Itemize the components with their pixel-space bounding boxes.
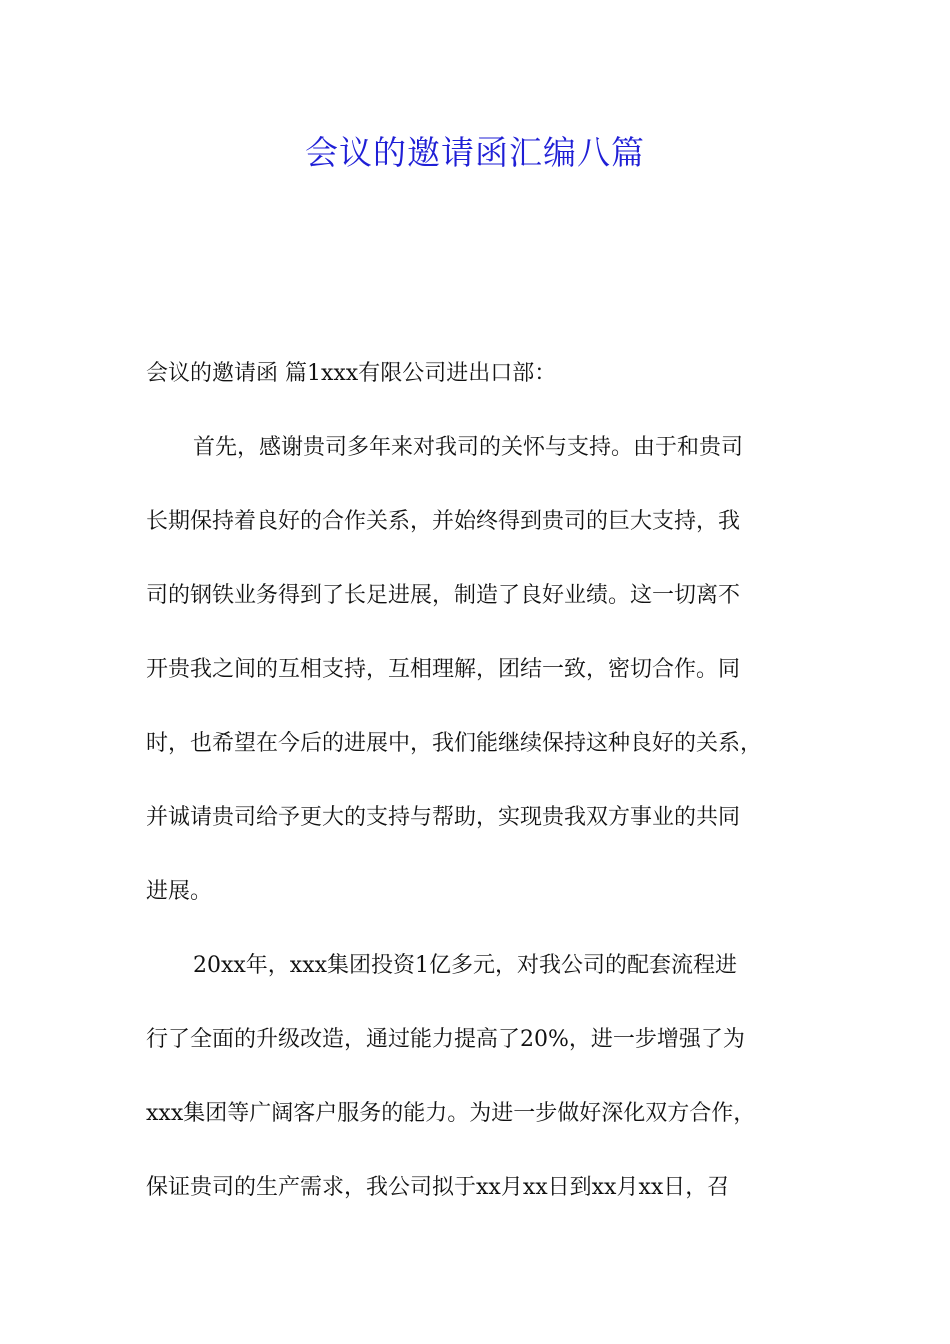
document-body xyxy=(146,337,826,1225)
paragraph-line: 时，也希望在今后的进展中，我们能继续保持这种良好的关系， xyxy=(146,731,763,756)
paragraph-line: 首先，感谢贵司多年来对我司的关怀与支持。由于和贵司 xyxy=(193,435,744,460)
paragraph-line: 并诚请贵司给予更大的支持与帮助，实现贵我双方事业的共同 xyxy=(146,805,741,830)
paragraph-line: 开贵我之间的互相支持，互相理解，团结一致，密切合作。同 xyxy=(146,657,741,682)
paragraph-line: 行了全面的升级改造，通过能力提高了20%，进一步增强了为 xyxy=(146,1027,745,1052)
paragraph-line: 司的钢铁业务得到了长足进展，制造了良好业绩。这一切离不 xyxy=(146,583,741,608)
paragraph-line: 长期保持着良好的合作关系，并始终得到贵司的巨大支持，我 xyxy=(146,509,741,534)
paragraph-line: xxx集团等广阔客户服务的能力。为进一步做好深化双方合作， xyxy=(146,1101,756,1126)
document-title: 会议的邀请函汇编八篇 xyxy=(305,133,645,172)
paragraph-line: 进展。 xyxy=(146,879,213,904)
paragraph-line: 20xx年，xxx集团投资1亿多元，对我公司的配套流程进 xyxy=(193,953,738,978)
paragraph-line: 会议的邀请函 篇1xxx有限公司进出口部： xyxy=(146,361,557,386)
paragraph-line: 保证贵司的生产需求，我公司拟于xx月xx日到xx月xx日，召 xyxy=(146,1175,730,1200)
